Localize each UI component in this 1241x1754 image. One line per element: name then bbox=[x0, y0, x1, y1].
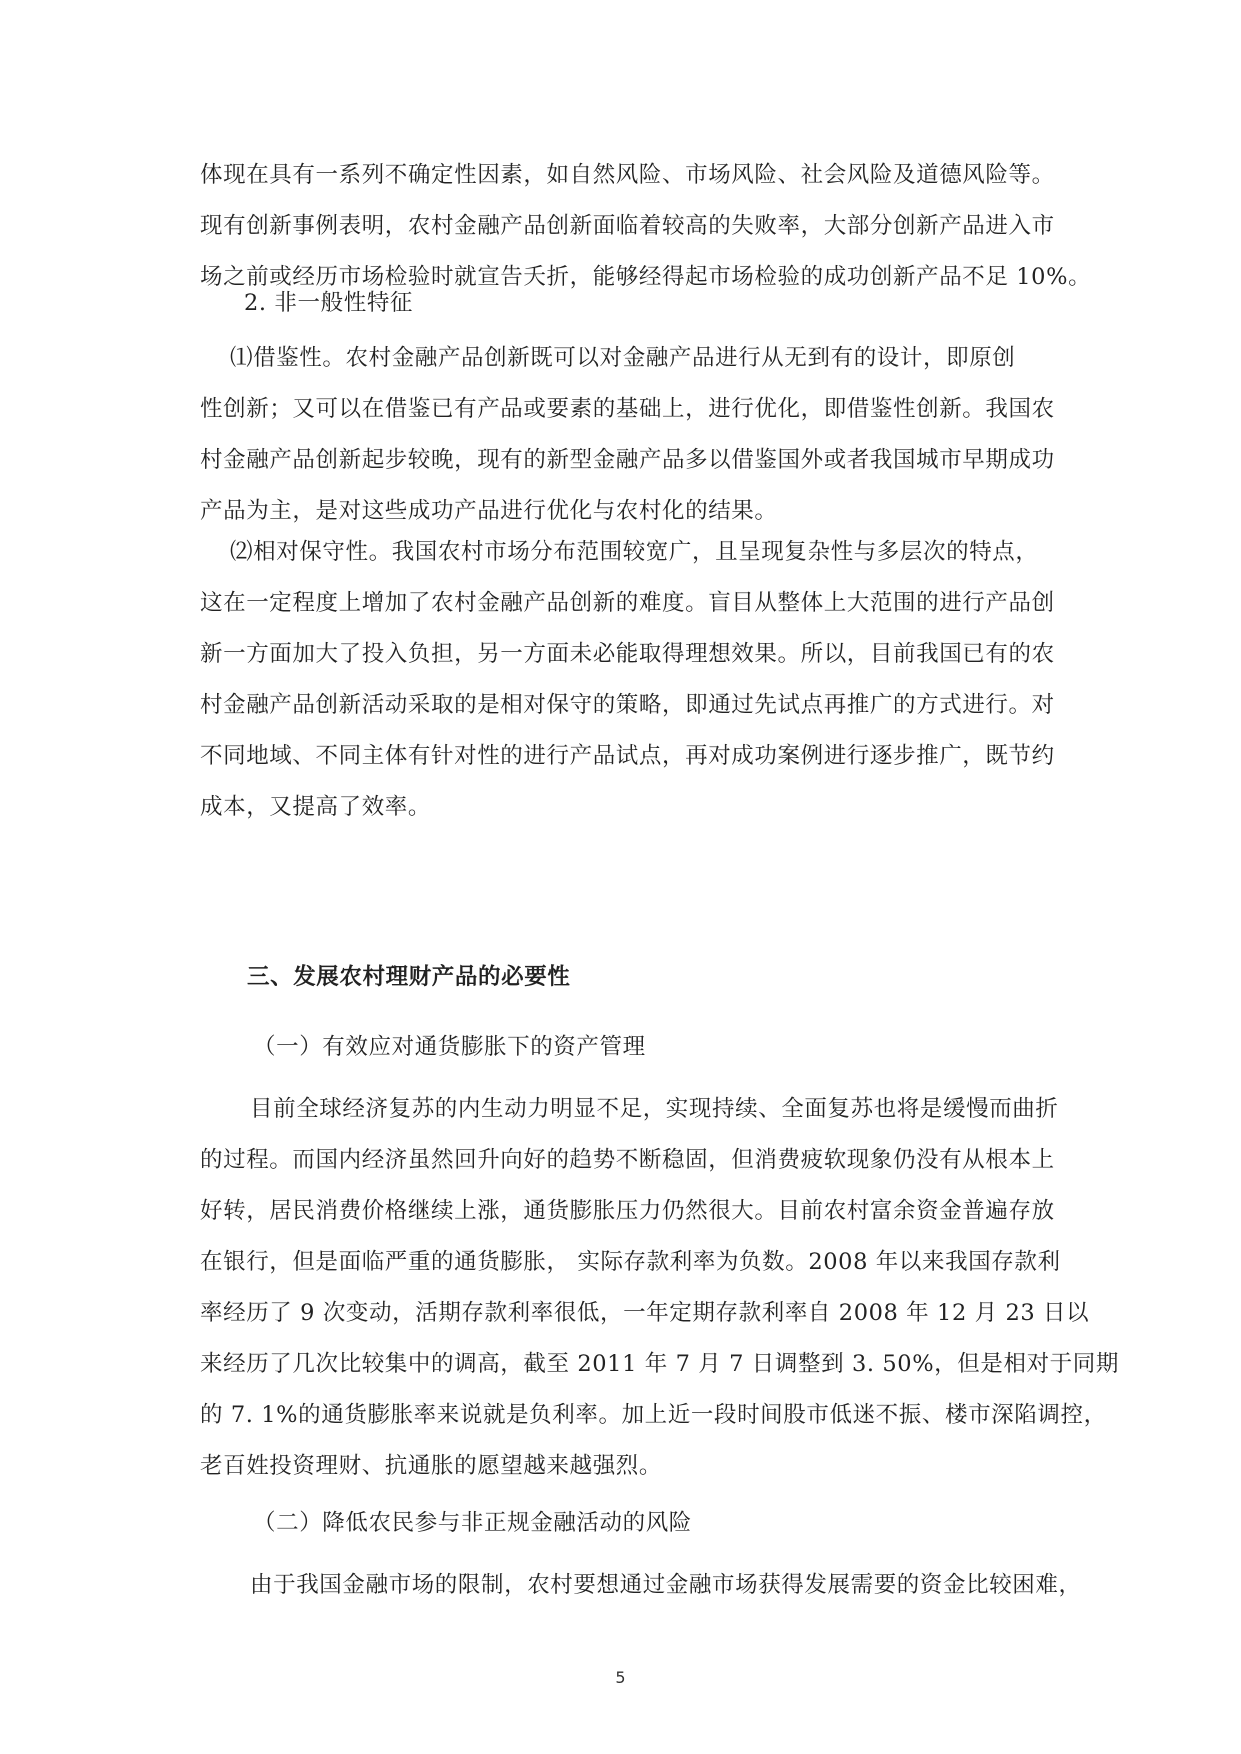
text-line: 村金融产品创新起步较晚，现有的新型金融产品多以借鉴国外或者我国城市早期成功 bbox=[200, 447, 1055, 473]
paragraph-financial-market bbox=[200, 1560, 1118, 1611]
heading-non-general-features: 2. 非一般性特征 bbox=[244, 290, 414, 316]
text-line: 目前全球经济复苏的内生动力明显不足，实现持续、全面复苏也将是缓慢而曲折 bbox=[250, 1096, 1059, 1122]
text-line: 村金融产品创新活动采取的是相对保守的策略，即通过先试点再推广的方式进行。对 bbox=[200, 692, 1055, 718]
text-line: ⑵相对保守性。我国农村市场分布范围较宽广，且呈现复杂性与多层次的特点， bbox=[230, 539, 1039, 565]
text-line: 这在一定程度上增加了农村金融产品创新的难度。盲目从整体上大范围的进行产品创 bbox=[200, 590, 1055, 616]
text-line: 来经历了几次比较集中的调高，截至 2011 年 7 月 7 日调整到 3. 50%，但是相对于同期 bbox=[200, 1351, 1119, 1377]
paragraph-borrowing bbox=[200, 333, 1118, 537]
subsection-title-inflation: （一）有效应对通货膨胀下的资产管理 bbox=[253, 1034, 646, 1060]
paragraph-conservative bbox=[200, 527, 1118, 833]
text-line: 老百姓投资理财、抗通胀的愿望越来越强烈。 bbox=[200, 1453, 663, 1479]
text-line: 的 7. 1%的通货膨胀率来说就是负利率。加上近一段时间股市低迷不振、楼市深陷调控， bbox=[200, 1402, 1107, 1428]
text-line: 现有创新事例表明，农村金融产品创新面临着较高的失败率，大部分创新产品进入市 bbox=[200, 213, 1055, 239]
subsection-title-informal-finance: （二）降低农民参与非正规金融活动的风险 bbox=[253, 1510, 692, 1536]
text-line: 性创新；又可以在借鉴已有产品或要素的基础上，进行优化，即借鉴性创新。我国农 bbox=[200, 396, 1055, 422]
section-title-necessity: 三、发展农村理财产品的必要性 bbox=[247, 964, 571, 990]
text-line: ⑴借鉴性。农村金融产品创新既可以对金融产品进行从无到有的设计，即原创 bbox=[230, 345, 1016, 371]
text-line: 率经历了 9 次变动，活期存款利率很低，一年定期存款利率自 2008 年 12 月 23 日以 bbox=[200, 1300, 1090, 1326]
text-line: 好转，居民消费价格继续上涨，通货膨胀压力仍然很大。目前农村富余资金普遍存放 bbox=[200, 1198, 1055, 1224]
text-line: 产品为主，是对这些成功产品进行优化与农村化的结果。 bbox=[200, 498, 778, 524]
text-line: 不同地域、不同主体有针对性的进行产品试点，再对成功案例进行逐步推广，既节约 bbox=[200, 743, 1055, 769]
text-line: 新一方面加大了投入负担，另一方面未必能取得理想效果。所以，目前我国已有的农 bbox=[200, 641, 1055, 667]
text-line: 的过程。而国内经济虽然回升向好的趋势不断稳固，但消费疲软现象仍没有从根本上 bbox=[200, 1147, 1055, 1173]
page-number: 5 bbox=[615, 1668, 626, 1687]
text-line: 体现在具有一系列不确定性因素，如自然风险、市场风险、社会风险及道德风险等。 bbox=[200, 162, 1055, 188]
text-line: 成本，又提高了效率。 bbox=[200, 794, 432, 820]
paragraph-inflation bbox=[200, 1084, 1118, 1492]
text-line: 场之前或经历市场检验时就宣告夭折，能够经得起市场检验的成功创新产品不足 10%。 bbox=[200, 264, 1092, 290]
text-line: 在银行，但是面临严重的通货膨胀， 实际存款利率为负数。2008 年以来我国存款利 bbox=[200, 1249, 1061, 1275]
text-line: 由于我国金融市场的限制，农村要想通过金融市场获得发展需要的资金比较困难， bbox=[250, 1572, 1082, 1598]
